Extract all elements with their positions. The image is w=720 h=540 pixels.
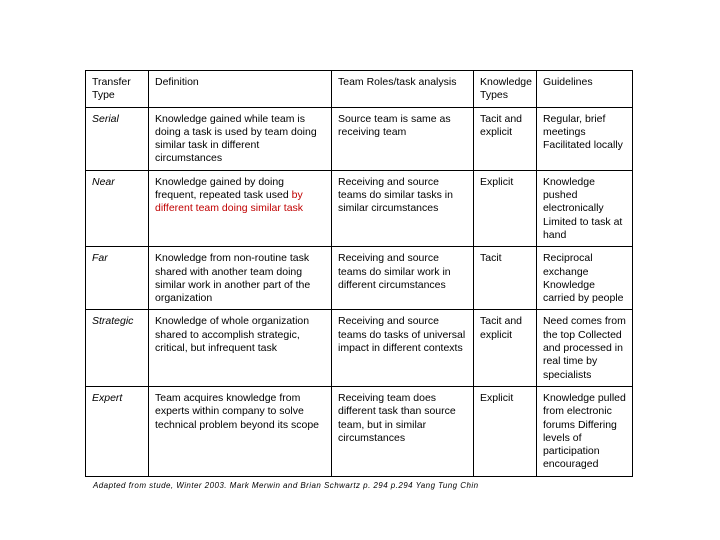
definition-text: Knowledge gained by doing frequent, repeated task used (155, 175, 289, 202)
knowledge-type-cell: Explicit (474, 170, 537, 246)
transfer-type-cell: Serial (86, 107, 149, 170)
guidelines-cell: Knowledge pulled from electronic forums Differing levels of participation encouraged (536, 386, 632, 476)
header-transfer-type: Transfer Type (86, 71, 149, 108)
transfer-type-cell: Far (86, 247, 149, 310)
definition-cell: Knowledge from non-routine task shared with another team doing similar work in another part of the organization (149, 247, 332, 310)
table-row-strategic (86, 310, 633, 386)
definition-cell: Team acquires knowledge from experts within company to solve technical problem beyond its scope (149, 386, 332, 476)
team-roles-cell: Receiving and source teams do tasks of universal impact in different contexts (332, 310, 474, 386)
guidelines-cell: Need comes from the top Collected and processed in real time by specialists (536, 310, 632, 386)
transfer-type-cell: Near (86, 170, 149, 246)
table-row-expert (86, 386, 633, 476)
header-knowledge-types: Knowledge Types (474, 71, 537, 108)
team-roles-cell: Source team is same as receiving team (332, 107, 474, 170)
header-guidelines: Guidelines (536, 71, 632, 108)
header-definition: Definition (149, 71, 332, 108)
definition-highlight: by different team doing similar task (155, 189, 304, 215)
table-row-near (86, 170, 633, 246)
table-header-row (86, 71, 633, 108)
team-roles-cell: Receiving team does different task than source team, but in similar circumstances (332, 386, 474, 476)
team-roles-cell: Receiving and source teams do similar tasks in similar circumstances (332, 170, 474, 246)
guidelines-cell: Knowledge pushed electronically Limited to task at hand (536, 170, 632, 246)
header-team-roles: Team Roles/task analysis (332, 71, 474, 108)
guidelines-cell: Reciprocal exchange Knowledge carried by people (536, 247, 632, 310)
definition-cell: Knowledge gained while team is doing a task is used by team doing similar task in different circumstances (149, 107, 332, 170)
team-roles-cell: Receiving and source teams do similar work in different circumstances (332, 247, 474, 310)
guidelines-cell: Regular, brief meetings Facilitated locally (536, 107, 632, 170)
table-row-far (86, 247, 633, 310)
transfer-type-cell: Strategic (86, 310, 149, 386)
definition-cell (149, 170, 332, 246)
table-row-serial (86, 107, 633, 170)
knowledge-type-cell: Explicit (474, 386, 537, 476)
source-caption: Adapted from stude, Winter 2003. Mark Merwin and Brian Schwartz p. 294 p.294 Yang Tung Chin (93, 481, 479, 490)
transfer-type-cell: Expert (86, 386, 149, 476)
knowledge-transfer-table (85, 70, 633, 477)
knowledge-type-cell: Tacit and explicit (474, 310, 537, 386)
knowledge-type-cell: Tacit and explicit (474, 107, 537, 170)
knowledge-type-cell: Tacit (474, 247, 537, 310)
definition-cell: Knowledge of whole organization shared to accomplish strategic, critical, but infrequent task (149, 310, 332, 386)
